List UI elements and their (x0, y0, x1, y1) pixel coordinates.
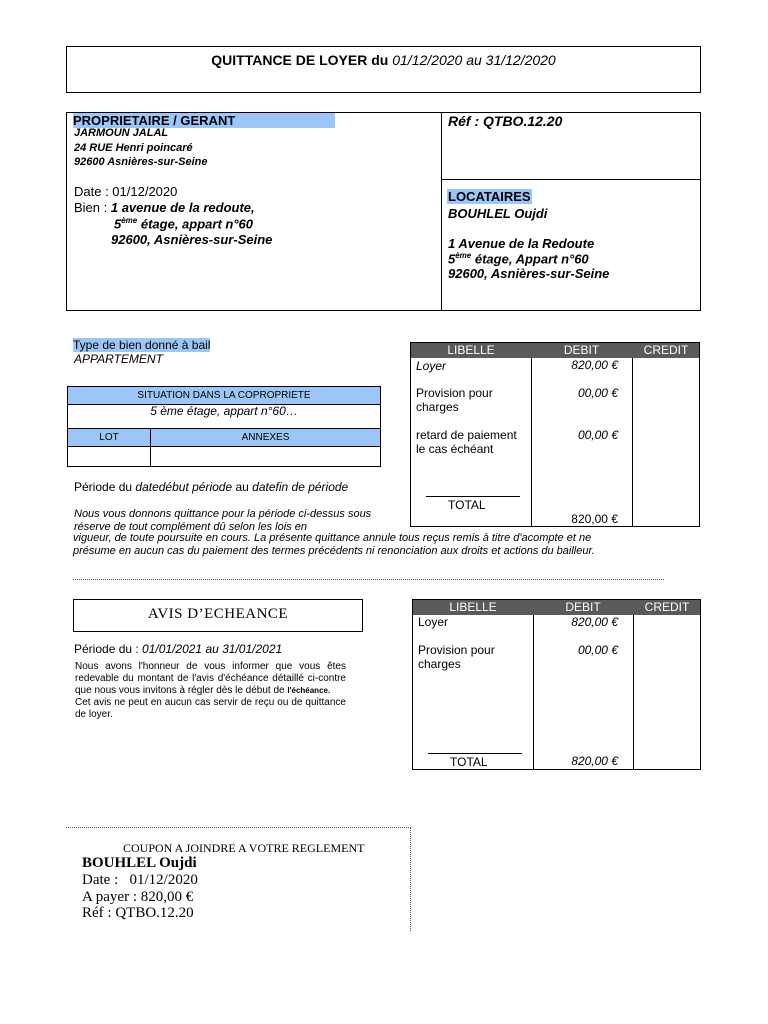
date-value: 01/12/2020 (112, 184, 178, 199)
bien-line1: 1 avenue de la redoute, (110, 200, 255, 215)
dotted-separator (73, 579, 664, 580)
notice-text-1: Nous avons l'honneur de vous informer que vous êtes redevable du montant de l'avis d'échéance détaillé ci-contre que nous vous invitons à régler dès le début de (75, 661, 346, 696)
row-label-charges: Provision pour charges (416, 386, 493, 414)
receipt-text-p1: Nous vous donnons quittance pour la période ci-dessus sous réserve de tout complément dû selon les lois en (74, 508, 372, 533)
floor-sup: ème (121, 216, 138, 225)
notice-period-value: 01/01/2021 au 31/01/2021 (142, 642, 283, 656)
notice-text (75, 661, 346, 721)
coupon-right-border (410, 827, 411, 931)
notice-row-debit-charges: 00,00 € (577, 643, 618, 657)
notice-charges-table (412, 599, 701, 770)
copro-value: 5 ème étage, appart n°60… (68, 404, 380, 429)
receipt-date (74, 184, 177, 199)
header-credit: CREDIT (644, 600, 690, 614)
owner-street: 24 RUE Henri poincaré (74, 142, 193, 154)
title-box (66, 46, 701, 93)
title-period: 01/12/2020 au 31/12/2020 (392, 52, 556, 68)
notice-period-prefix: Période du : (74, 642, 143, 656)
period-middle: au (232, 480, 253, 494)
col-divider (533, 615, 534, 769)
header-credit: CREDIT (643, 343, 689, 357)
tenants-heading: LOCATAIRES (448, 189, 531, 204)
tenant-floor-rest: étage, Appart n°60 (471, 251, 589, 267)
total-label: TOTAL (448, 498, 486, 512)
owner-heading: PROPRIETAIRE / GERANT (73, 113, 335, 128)
period-start: datedébut période (135, 480, 233, 494)
notice-row-debit-loyer: 820,00 € (571, 615, 618, 629)
title-text: QUITTANCE DE LOYER du (211, 52, 393, 68)
tenant-floor-sup: ème (455, 251, 472, 260)
reference: Réf : QTBO.12.20 (448, 113, 563, 129)
row-label-loyer: Loyer (416, 359, 447, 373)
coupon-title: COUPON A JOINDRE A VOTRE REGLEMENT (123, 841, 365, 855)
tenant-city: 92600, Asnières-sur-Seine (448, 266, 610, 281)
parties-divider-horizontal (441, 179, 700, 180)
row-debit-charges: 00,00 € (577, 386, 618, 400)
row-debit-late: 00,00 € (577, 428, 618, 442)
property-address-line1 (74, 200, 255, 215)
period-line (74, 480, 348, 494)
copro-header: SITUATION DANS LA COPROPRIETE (68, 387, 380, 405)
owner-city: 92600 Asnières-sur-Seine (74, 156, 208, 168)
coupon-top-border (66, 827, 411, 828)
lot-divider (150, 429, 151, 466)
coupon-name: BOUHLEL Oujdi (82, 855, 197, 871)
notice-table-header (413, 600, 700, 615)
notice-period (74, 642, 282, 656)
owner-name: JARMOUN JALAL (74, 127, 169, 139)
period-prefix: Période du (74, 480, 136, 494)
notice-title: AVIS D’ECHEANCE (147, 606, 289, 622)
total-underline (426, 496, 520, 497)
row-label-late: retard de paiement le cas échéant (416, 428, 517, 456)
tenant-street: 1 Avenue de la Redoute (448, 236, 595, 251)
row-debit-loyer: 820,00 € (571, 358, 618, 372)
tenant-floor-num: 5 (448, 251, 456, 267)
header-debit: DEBIT (563, 343, 600, 357)
period-end: datefin de période (252, 480, 349, 494)
property-type-label: Type de bien donné à bail (73, 338, 211, 352)
col-divider (633, 615, 634, 769)
notice-text-1b: l'échéance. (287, 686, 331, 695)
notice-row-label-loyer: Loyer (418, 615, 449, 629)
header-libelle: LIBELLE (449, 600, 497, 614)
notice-total-label: TOTAL (450, 755, 488, 769)
col-divider (531, 358, 532, 526)
total-value: 820,00 € (571, 512, 618, 526)
receipt-text-p2: vigueur, de toute poursuite en cours. La présente quittance annule tous reçus remis à titre d'acompte et ne (73, 532, 592, 544)
parties-divider-vertical (441, 113, 442, 310)
coupon-ref: Réf : QTBO.12.20 (82, 905, 194, 921)
floor-rest: étage, appart n°60 (137, 216, 253, 232)
notice-title-box (73, 599, 363, 632)
tenant-floor (448, 251, 589, 266)
page-title (67, 52, 700, 68)
bien-label: Bien : (74, 200, 111, 215)
notice-text-2: Cet avis ne peut en aucun cas servir de reçu ou de quittance de loyer. (75, 697, 346, 720)
receipt-text-p3: présume en aucun cas du paiement des termes précédents ni renonciation aux droits et actions du bailleur. (73, 545, 595, 557)
notice-total-underline (428, 753, 522, 754)
copro-table (67, 386, 381, 467)
property-type-value: APPARTEMENT (74, 352, 163, 366)
header-debit: DEBIT (565, 600, 601, 614)
col-divider (632, 358, 633, 526)
receipt-charges-table (410, 342, 700, 527)
date-label: Date : (74, 184, 113, 199)
property-address-city: 92600, Asnières-sur-Seine (111, 232, 273, 247)
floor-num: 5 (114, 216, 122, 232)
lot-label: LOT (99, 432, 119, 443)
parties-box (66, 112, 701, 311)
receipt-table-header (411, 343, 699, 358)
coupon-date: Date : 01/12/2020 (82, 872, 198, 888)
lot-annexes-header (68, 429, 380, 447)
coupon-amount: A payer : 820,00 € (82, 889, 194, 905)
notice-total-value: 820,00 € (571, 754, 618, 768)
notice-row-label-charges: Provision pour charges (418, 643, 495, 671)
tenant-name: BOUHLEL Oujdi (448, 206, 548, 221)
property-address-floor (114, 216, 253, 231)
header-libelle: LIBELLE (447, 343, 495, 357)
annexes-label: ANNEXES (241, 432, 290, 443)
